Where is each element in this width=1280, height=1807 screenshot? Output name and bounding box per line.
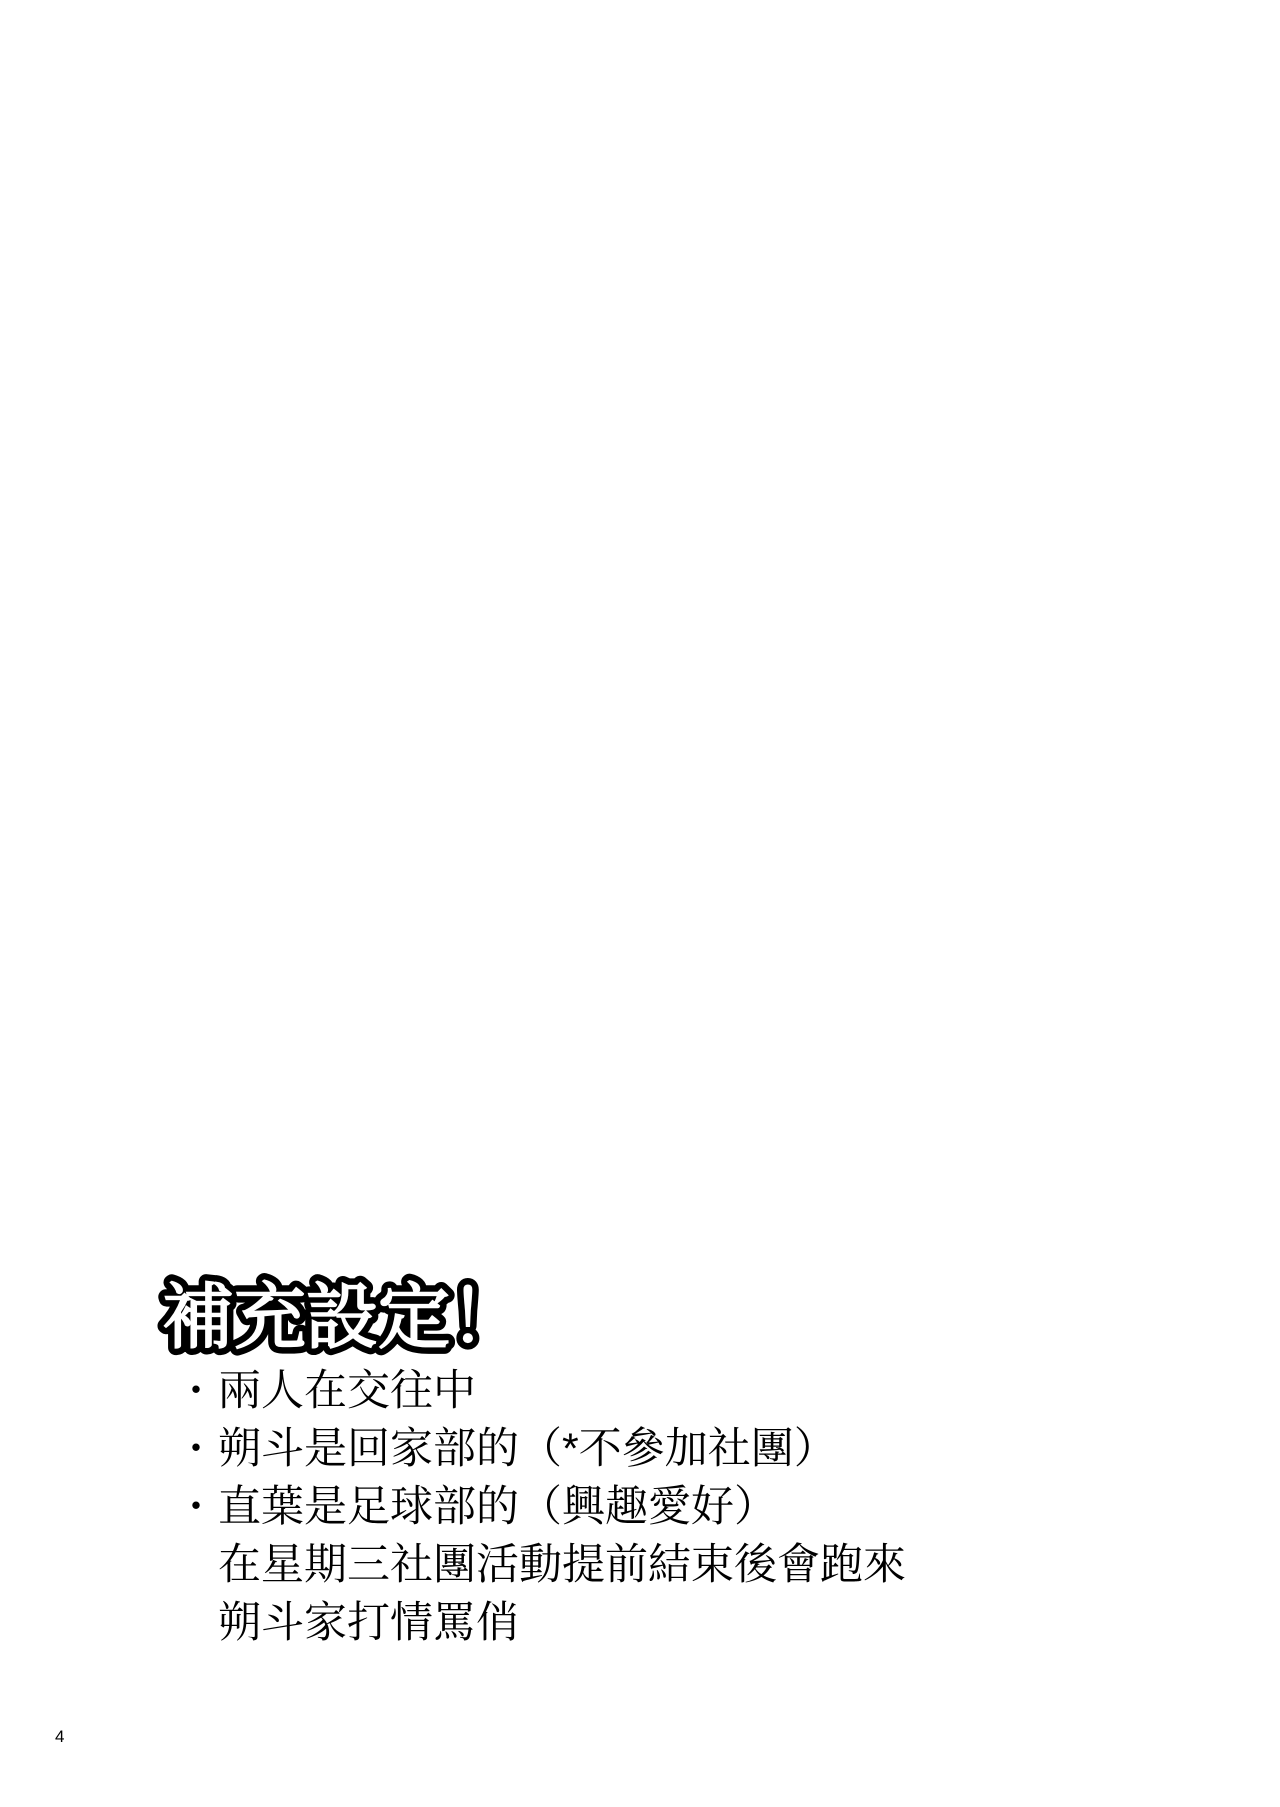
outlined-title-graphic [150,1258,590,1368]
note-text: 直葉是足球部的（興趣愛好） [218,1483,777,1531]
note-line [170,1536,1070,1594]
note-text: 在星期三社團活動提前結束後會跑來 [218,1541,906,1589]
bullet-marker: ・ [176,1369,216,1413]
page-title [150,1258,590,1368]
note-line [170,1420,1070,1478]
page-number: 4 [55,1727,65,1746]
page-title-text: 補充設定！ [162,1278,523,1358]
note-line [170,1362,1070,1420]
note-text: 朔斗家打情罵俏 [218,1599,519,1647]
note-text: 兩人在交往中 [218,1367,476,1415]
note-text: 朔斗是回家部的（*不參加社團） [218,1425,837,1473]
notes-list [170,1362,1070,1652]
note-line [170,1478,1070,1536]
bullet-marker: ・ [176,1485,216,1529]
bullet-marker: ・ [176,1427,216,1471]
note-line [170,1594,1070,1652]
